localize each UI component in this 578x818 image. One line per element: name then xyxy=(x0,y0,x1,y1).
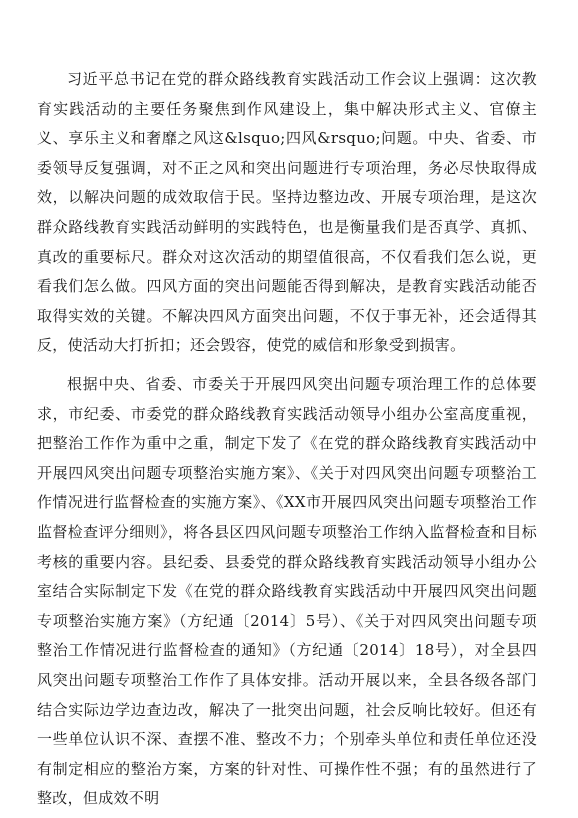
body-paragraph-1: 习近平总书记在党的群众路线教育实践活动工作会议上强调：这次教育实践活动的主要任务聚焦到作风建设上，集中解决形式主义、官僚主义、享乐主义和奢靡之风这&lsquo;四风&rsquo;问题。中央、省委、市委领导反复强调，对不正之风和突出问题进行专项治理，务必尽快取得成效，以解决问题的成效取信于民。坚持边整边改、开展专项治理，是这次群众路线教育实践活动鲜明的实践特色，也是衡量我们是否真学、真抓、真改的重要标尺。群众对这次活动的期望值很高，不仅看我们怎么说，更看我们怎么做。四风方面的突出问题能否得到解决，是教育实践活动能否取得实效的关键。不解决四风方面突出问题，不仅于事无补，还会适得其反，使活动大打折扣；还会毁容，使党的威信和形象受到损害。 xyxy=(37,70,537,355)
body-paragraph-2: 根据中央、省委、市委关于开展四风突出问题专项治理工作的总体要求，市纪委、市委党的群众路线教育实践活动领导小组办公室高度重视，把整治工作作为重中之重，制定下发了《在党的群众路线教育实践活动中开展四风突出问题专项整治实施方案》、《关于对四风突出问题专项整治工作情况进行监督检查的实施方案》、《XX市开展四风突出问题专项整治工作监督检查评分细则》，将各县区四风问题专项整治工作纳入监督检查和目标考核的重要内容。县纪委、县委党的群众路线教育实践活动领导小组办公室结合实际制定下发《在党的群众路线教育实践活动中开展四风突出问题专项整治实施方案》（方纪通〔2014〕5号）、《关于对四风突出问题专项整治工作情况进行监督检查的通知》（方纪通〔2014〕18号），对全县四风突出问题专项整治工作作了具体安排。活动开展以来，全县各级各部门结合实际边学边查边改，解决了一批突出问题，社会反响比较好。但还有一些单位认识不深、查摆不准、整改不力；个别牵头单位和责任单位还没有制定相应的整治方案，方案的针对性、可操作性不强；有的虽然进行了整改，但成效不明 xyxy=(37,375,537,808)
